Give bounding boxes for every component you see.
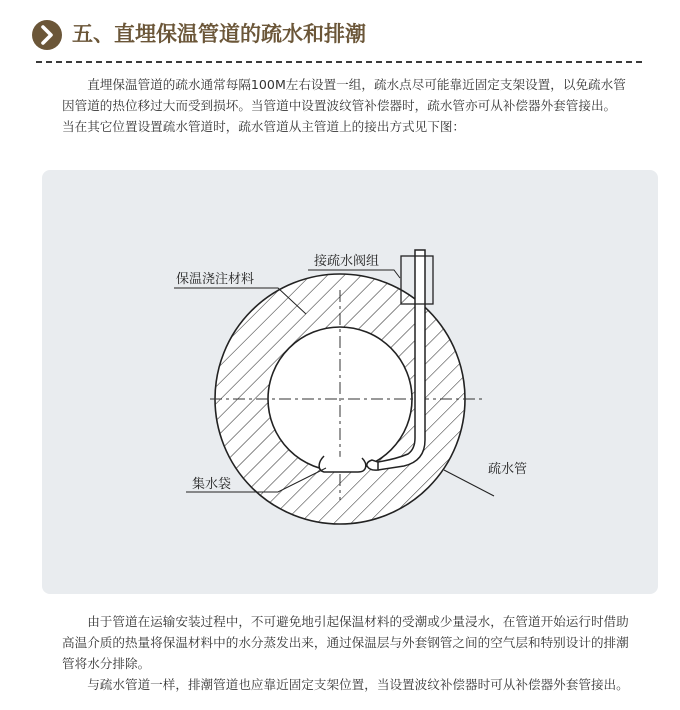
- section-title: 五、直埋保温管道的疏水和排潮: [72, 22, 366, 46]
- pipe-cross-section-diagram: [42, 170, 658, 594]
- header-divider: [36, 61, 642, 63]
- bottom-paragraph-1: 由于管道在运输安装过程中，不可避免地引起保温材料的受潮或少量浸水，在管道开始运行时借助高温介质的热量将保温材料中的水分蒸发出来，通过保温层与外套钢管之间的空气层和特别设计的排潮管将水分排除。: [62, 614, 629, 671]
- intro-paragraph: [62, 74, 634, 137]
- diagram-panel: [42, 170, 658, 594]
- bottom-paragraph-2: 与疏水管道一样，排潮管道也应靠近固定支架位置，当设置波纹补偿器时可从补偿器外套管接出。: [87, 677, 629, 692]
- section-header: [0, 0, 680, 56]
- label-drain-pipe: 疏水管: [488, 462, 528, 477]
- label-drain-valve: 接疏水阀组: [314, 254, 380, 269]
- intro-line-2: 因管道的热位移过大而受到损坏。当管道中设置波纹管补偿器时，疏水管亦可从补偿器外套管接出。: [62, 98, 617, 113]
- chevron-right-icon: [32, 20, 62, 50]
- intro-line-1: 直埋保温管道的疏水通常每隔100M左右设置一组，疏水点尽可能靠近固定支架设置，以免疏水管: [87, 77, 626, 92]
- label-insulation-material: 保温浇注材料: [176, 272, 255, 287]
- intro-line-3: 当在其它位置设置疏水管道时，疏水管道从主管道上的接出方式见下图：: [62, 119, 465, 134]
- bottom-paragraphs: [62, 611, 634, 695]
- water-bag-shape: [319, 456, 366, 472]
- section-badge: [32, 20, 62, 50]
- label-water-bag: 集水袋: [192, 477, 232, 492]
